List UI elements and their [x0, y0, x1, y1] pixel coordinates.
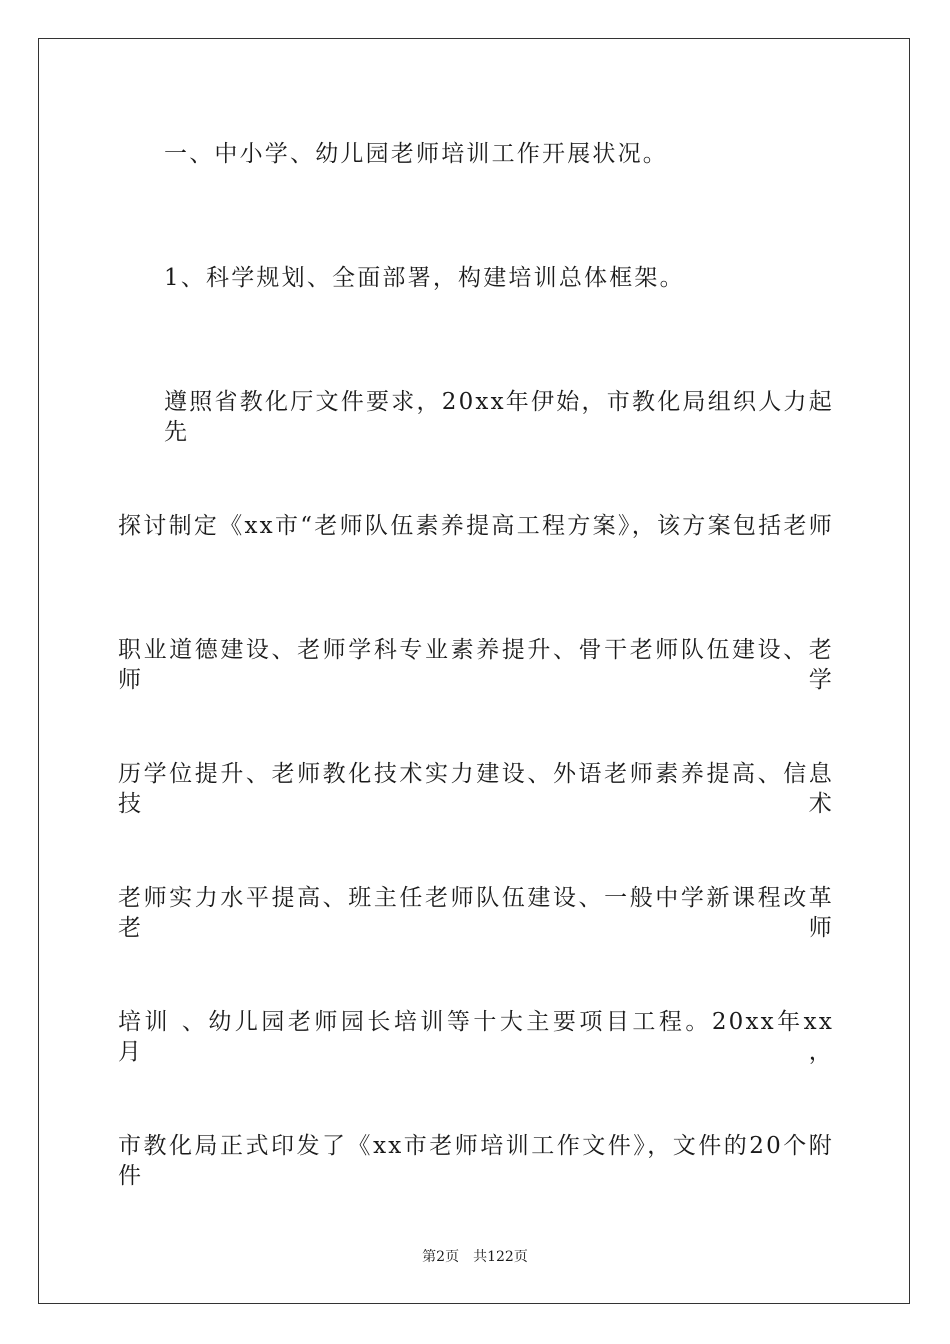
page-footer	[0, 1248, 950, 1266]
paragraph-line: 历学位提升、老师教化技术实力建设、外语老师素养提高、信息技术	[118, 761, 834, 817]
paragraph-line: 市教化局正式印发了《xx市老师培训工作文件》，文件的20个附件	[118, 1133, 834, 1189]
paragraph-line: 遵照省教化厅文件要求，20xx年伊始，市教化局组织人力起先	[164, 389, 834, 445]
paragraph-line: 老师实力水平提高、班主任老师队伍建设、一般中学新课程改革老师	[118, 885, 834, 941]
total-pages: 共122页	[473, 1249, 528, 1265]
section-heading: 一、中小学、幼儿园老师培训工作开展状况。	[164, 141, 668, 167]
page-number: 第2页	[422, 1249, 460, 1265]
subsection-heading: 1、科学规划、全面部署，构建培训总体框架。	[164, 265, 685, 291]
paragraph-line: 探讨制定《xx市“老师队伍素养提高工程方案》，该方案包括老师	[118, 513, 834, 539]
paragraph-line: 培训 、幼儿园老师园长培训等十大主要项目工程。20xx年xx月，	[118, 1009, 834, 1065]
paragraph-line: 职业道德建设、老师学科专业素养提升、骨干老师队伍建设、老师学	[118, 637, 834, 693]
